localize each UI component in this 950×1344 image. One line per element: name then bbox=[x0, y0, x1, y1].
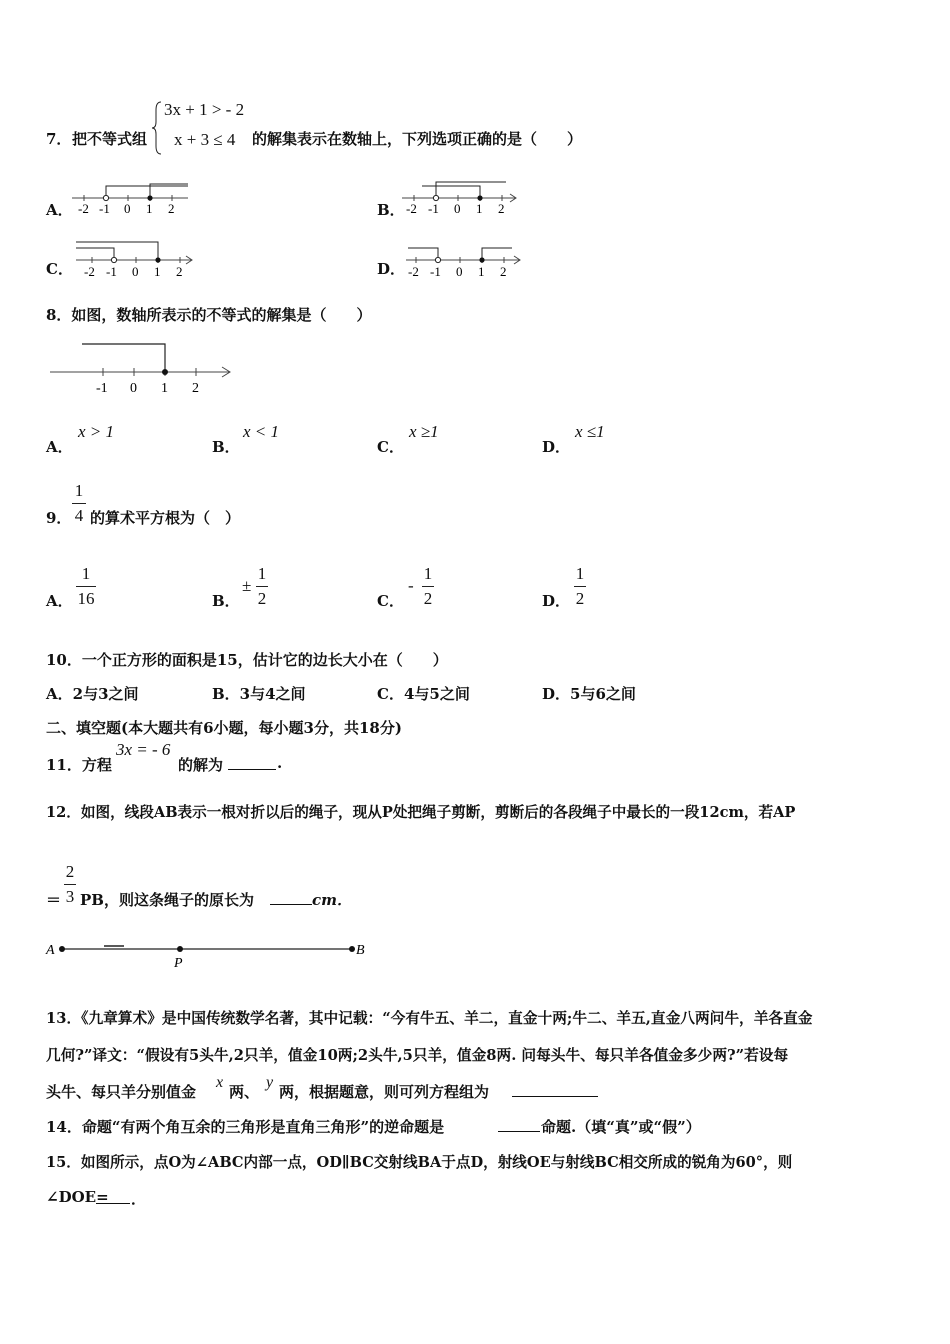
q8-option-c-label[interactable]: C． bbox=[377, 438, 404, 456]
q14-text-a: 14．命题“有两个角互余的三角形是直角三角形”的逆命题是 bbox=[46, 1118, 445, 1136]
q11-answer-blank[interactable] bbox=[228, 753, 276, 770]
q7-suffix: 的解集表示在数轴上，下列选项正确的是（ ） bbox=[252, 130, 583, 148]
q8-option-b-math[interactable]: x < 1 bbox=[243, 422, 280, 441]
q7-option-b-numberline[interactable] bbox=[400, 178, 525, 218]
q12-point-a: A bbox=[46, 943, 55, 958]
q10-option-c[interactable]: C．4与5之间 bbox=[377, 685, 470, 703]
q12-line1: 12．如图，线段AB表示一根对折以后的绳子，现从P处把绳子剪断，剪断后的各段绳子中最长的一段12cm，若AP bbox=[46, 804, 796, 821]
q11-prefix: 11．方程 bbox=[46, 756, 112, 774]
q9-suffix: 的算术平方根为（ ） bbox=[90, 509, 241, 527]
q11-period: . bbox=[277, 754, 283, 772]
q8-option-d-math[interactable]: x ≤1 bbox=[575, 422, 605, 441]
q7b-tick-5: 2 bbox=[498, 201, 505, 216]
q12-segment-figure bbox=[42, 936, 372, 972]
q7d-tick-1: -2 bbox=[408, 264, 419, 279]
q9-frac-den: 4 bbox=[74, 506, 84, 525]
q7-option-b-label[interactable]: B． bbox=[377, 201, 405, 219]
q7a-tick-4: 1 bbox=[146, 201, 153, 216]
q12-fraction: 2 3 bbox=[65, 862, 75, 906]
q9-option-c-fraction[interactable]: 1 2 bbox=[423, 564, 433, 608]
q7a-tick-2: -1 bbox=[99, 201, 110, 216]
q15-line1: 15．如图所示，点O为∠ABC内部一点，OD∥BC交射线BA于点D，射线OE与射线BC相交所成的锐角为60°，则 bbox=[46, 1154, 793, 1171]
q7-option-a-label[interactable]: A． bbox=[46, 201, 73, 219]
q9-option-b-sign[interactable]: ± bbox=[242, 576, 252, 595]
q9-option-b-label[interactable]: B． bbox=[212, 592, 240, 610]
q11-suffix: 的解为 bbox=[178, 756, 224, 774]
q15-line2b: ． bbox=[131, 1190, 147, 1208]
q9-option-a-fraction[interactable]: 1 16 bbox=[77, 564, 95, 608]
q9-option-c-label[interactable]: C． bbox=[377, 592, 404, 610]
q7a-tick-3: 0 bbox=[124, 201, 131, 216]
q7-inequality-2: x + 3 ≤ 4 bbox=[174, 130, 236, 149]
q7d-tick-4: 1 bbox=[478, 264, 485, 279]
q10-stem: 10．一个正方形的面积是15，估计它的边长大小在（ ） bbox=[46, 651, 448, 669]
q10-option-b[interactable]: B．3与4之间 bbox=[212, 685, 306, 703]
q13-line3b: 两、 bbox=[229, 1083, 260, 1101]
q9-frac-num: 1 bbox=[74, 481, 84, 500]
q8-tick-3: 1 bbox=[161, 381, 168, 396]
q14-answer-blank[interactable] bbox=[498, 1115, 540, 1132]
q7-prefix: 把不等式组 bbox=[72, 130, 148, 148]
q13-line1: 13．《九章算术》是中国传统数学名著，其中记载：“今有牛五、羊二，直金十两;牛二、羊五,直金八两问牛，羊各直金 bbox=[46, 1010, 813, 1027]
q15-answer-blank[interactable] bbox=[96, 1187, 130, 1204]
q9-fraction bbox=[72, 481, 86, 526]
q8-option-c-math[interactable]: x ≥1 bbox=[409, 422, 439, 441]
section-heading: 二、填空题(本大题共有6小题，每小题3分，共18分) bbox=[46, 719, 402, 737]
q7c-tick-5: 2 bbox=[176, 264, 183, 279]
q7-inequality-1: 3x + 1 > - 2 bbox=[164, 100, 245, 119]
q8-tick-1: -1 bbox=[96, 381, 108, 396]
q7-option-d-numberline[interactable] bbox=[404, 238, 529, 280]
q7b-tick-1: -2 bbox=[406, 201, 417, 216]
q7c-tick-1: -2 bbox=[84, 264, 95, 279]
q13-line2: 几何?”译文：“假设有5头牛,2只羊，值金10两;2头牛,5只羊，值金8两. 问每头牛、每只羊各值金多少两?”若设每 bbox=[46, 1047, 789, 1064]
q7c-tick-3: 0 bbox=[132, 264, 139, 279]
q7d-tick-3: 0 bbox=[456, 264, 463, 279]
q7a-tick-1: -2 bbox=[78, 201, 89, 216]
q8-option-a-label[interactable]: A． bbox=[46, 438, 73, 456]
q7-option-d-label[interactable]: D． bbox=[377, 260, 406, 278]
q12-point-b: B bbox=[356, 943, 365, 958]
q8-tick-2: 0 bbox=[130, 381, 137, 396]
q8-tick-4: 2 bbox=[192, 381, 199, 396]
q8-numberline bbox=[48, 336, 238, 398]
q7d-tick-5: 2 bbox=[500, 264, 507, 279]
q7d-tick-2: -1 bbox=[430, 264, 441, 279]
q13-var-y: y bbox=[266, 1074, 274, 1091]
q14-text-b: 命题.（填“真”或“假”） bbox=[541, 1118, 701, 1136]
q13-var-x: x bbox=[216, 1074, 224, 1091]
q9-option-a-label[interactable]: A． bbox=[46, 592, 73, 610]
q10-option-d[interactable]: D．5与6之间 bbox=[542, 685, 636, 703]
q9-number: 9． bbox=[46, 509, 72, 527]
q7-brace bbox=[152, 100, 160, 156]
q13-line3a: 头牛、每只羊分别值金 bbox=[46, 1083, 197, 1101]
q11-equation: 3x = - 6 bbox=[116, 740, 171, 759]
q7b-tick-3: 0 bbox=[454, 201, 461, 216]
q10-option-a[interactable]: A．2与3之间 bbox=[46, 685, 139, 703]
q13-line3c: 两，根据题意，则可列方程组为 bbox=[279, 1083, 490, 1101]
q8-option-a-math[interactable]: x > 1 bbox=[78, 422, 115, 441]
q12-eq: ＝ bbox=[46, 891, 62, 909]
q9-option-b-fraction[interactable]: 1 2 bbox=[257, 564, 267, 608]
q7-option-c-numberline[interactable] bbox=[74, 238, 204, 280]
q7-option-c-label[interactable]: C． bbox=[46, 260, 73, 278]
q7b-tick-2: -1 bbox=[428, 201, 439, 216]
q8-option-d-label[interactable]: D． bbox=[542, 438, 571, 456]
q7-option-a-numberline[interactable] bbox=[70, 178, 200, 218]
q7-number: 7． bbox=[46, 130, 72, 148]
q7c-tick-2: -1 bbox=[106, 264, 117, 279]
q9-option-c-sign[interactable]: - bbox=[408, 576, 414, 595]
q13-answer-blank[interactable] bbox=[512, 1080, 598, 1097]
q8-option-b-label[interactable]: B． bbox=[212, 438, 240, 456]
q7b-tick-4: 1 bbox=[476, 201, 483, 216]
q9-option-d-label[interactable]: D． bbox=[542, 592, 571, 610]
q12-answer-blank[interactable] bbox=[270, 888, 312, 905]
q7a-tick-5: 2 bbox=[168, 201, 175, 216]
q12-point-p: P bbox=[174, 956, 183, 971]
q12-line2b: cm． bbox=[312, 891, 353, 909]
q7c-tick-4: 1 bbox=[154, 264, 161, 279]
q9-option-d-fraction[interactable]: 1 2 bbox=[575, 564, 585, 608]
q12-line2a: PB，则这条绳子的原长为 bbox=[80, 891, 254, 909]
q15-line2a: ∠DOE= bbox=[46, 1188, 109, 1206]
q8-stem: 8．如图，数轴所表示的不等式的解集是（ ） bbox=[46, 306, 372, 324]
